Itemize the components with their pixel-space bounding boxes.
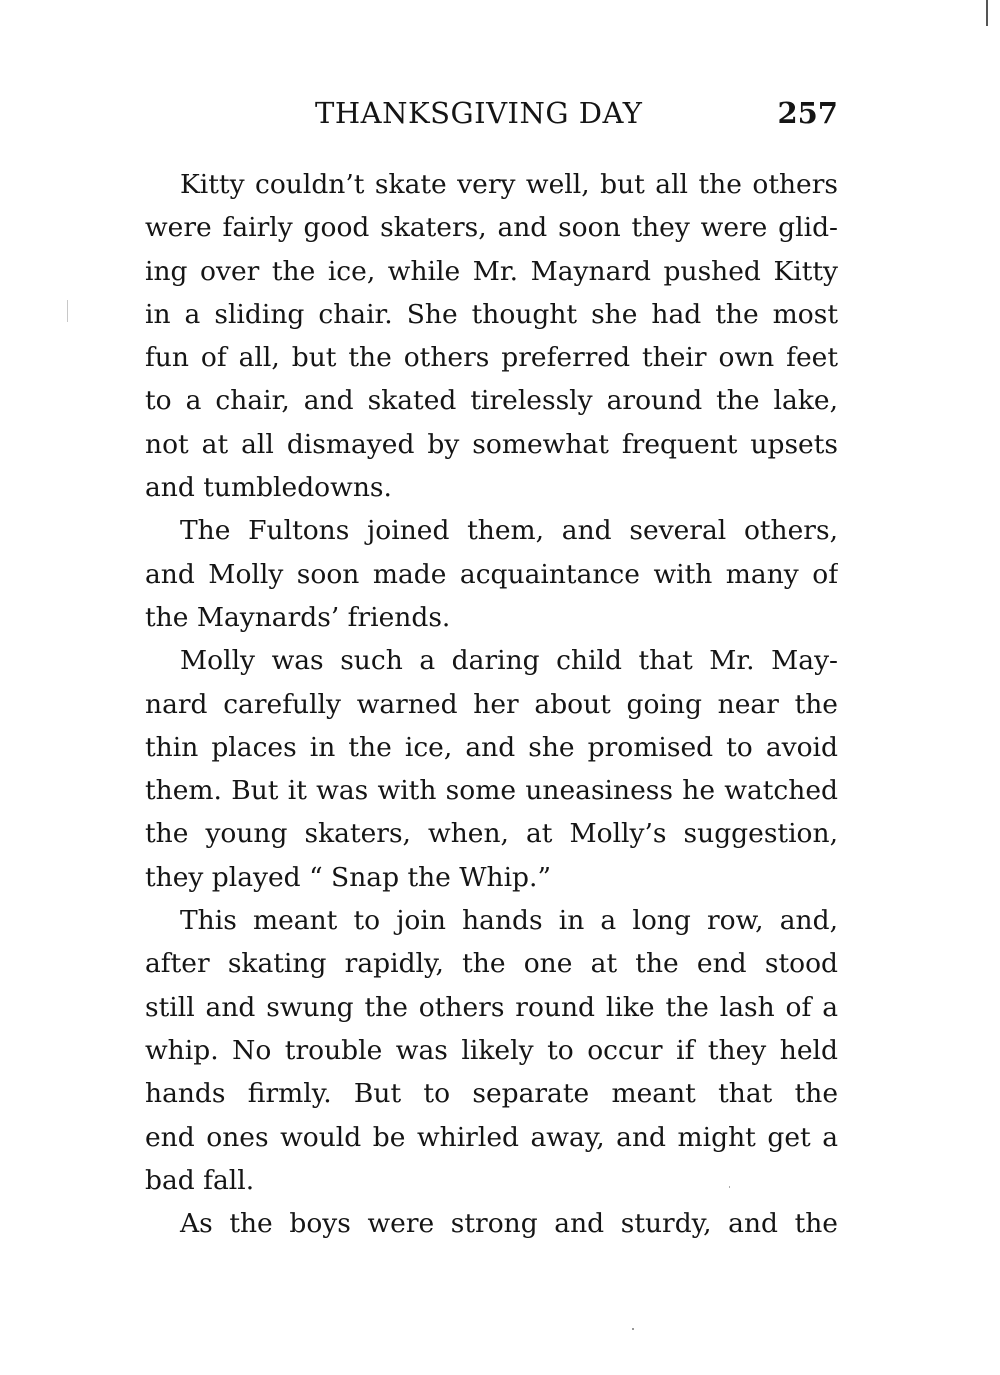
text-line: Kitty couldn’t skate very well, but all the others: [180, 169, 838, 200]
text-line: still and swung the others round like the lash of a: [145, 991, 838, 1023]
text-line: bad fall.: [145, 1164, 255, 1196]
text-line: whip. No trouble was likely to occur if they held: [145, 1034, 838, 1066]
text-line: in a sliding chair. She thought she had the most: [145, 298, 838, 330]
text-line: and tumbledowns.: [145, 472, 392, 504]
text-line: Molly was such a daring child that Mr. May-: [180, 645, 838, 677]
page-number: 257: [777, 96, 838, 130]
text-line: the young skaters, when, at Molly’s suggestion,: [145, 818, 838, 850]
text-line: thin places in the ice, and she promised to avoid: [145, 731, 838, 763]
text-line: end ones would be whirled away, and might get a: [145, 1121, 838, 1153]
text-line: ing over the ice, while Mr. Maynard pushed Kitty: [145, 255, 838, 287]
text-line: and Molly soon made acquaintance with many of: [145, 558, 838, 590]
text-line: after skating rapidly, the one at the end stood: [145, 948, 838, 980]
page-edge-mark: [986, 0, 988, 26]
scan-speck: [632, 1328, 634, 1330]
text-line: the Maynards’ friends.: [145, 601, 451, 633]
text-line: them. But it was with some uneasiness he watched: [145, 775, 838, 807]
body-text: [145, 163, 838, 1245]
text-line: they played “ Snap the Whip.”: [145, 861, 551, 893]
text-line: fun of all, but the others preferred their own feet: [145, 342, 838, 374]
text-line: This meant to join hands in a long row, and,: [180, 905, 838, 937]
text-line: As the boys were strong and sturdy, and the: [180, 1208, 838, 1240]
running-header: [145, 96, 838, 140]
running-title: THANKSGIVING DAY: [315, 96, 643, 130]
text-line: not at all dismayed by somewhat frequent upsets: [145, 428, 838, 460]
text-line: nard carefully warned her about going near the: [145, 688, 838, 720]
text-line: were fairly good skaters, and soon they were glid-: [145, 212, 838, 244]
text-line: hands firmly. But to separate meant that the: [145, 1078, 838, 1110]
text-line: to a chair, and skated tirelessly around the lake,: [145, 385, 838, 417]
scan-speck: [67, 300, 68, 322]
text-line: The Fultons joined them, and several others,: [180, 515, 838, 547]
